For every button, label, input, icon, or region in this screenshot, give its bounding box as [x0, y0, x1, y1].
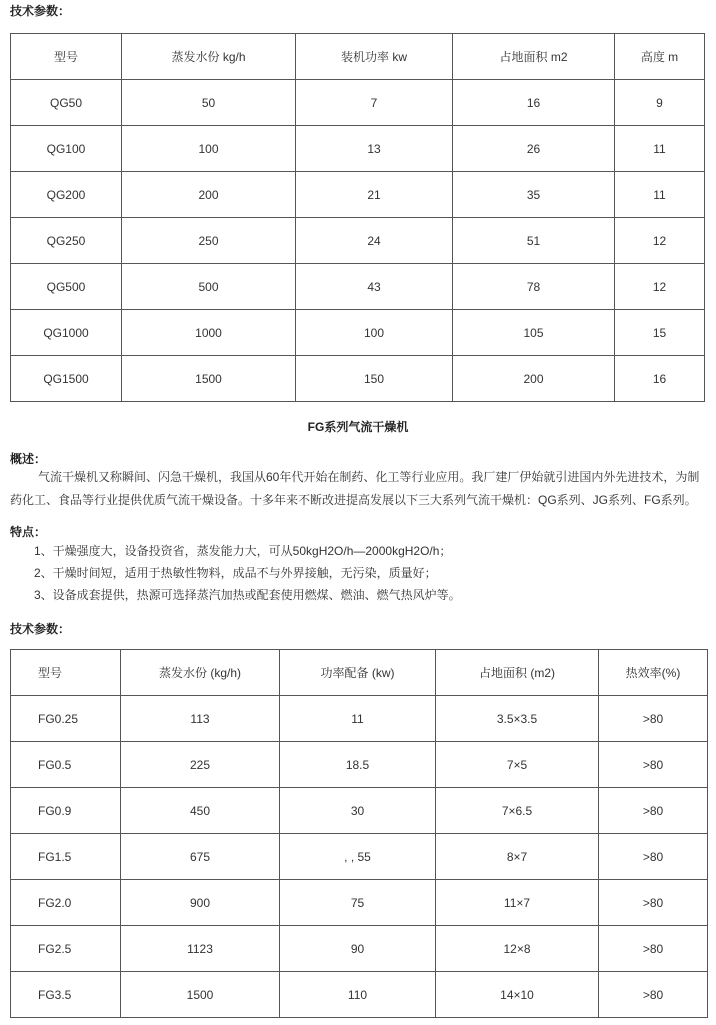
table-header-cell: 占地面积 (m2) [436, 650, 599, 696]
table-cell: FG0.25 [11, 696, 121, 742]
overview-text-line-1: 气流干燥机又称瞬间、闪急干燥机，我国从60年代开始在制药、化工等行业应用。我厂建厂伊始就引进国内外先进技术，为制 [38, 470, 700, 484]
table-row [11, 926, 708, 972]
table-cell: 35 [453, 172, 615, 218]
table-cell: >80 [599, 742, 708, 788]
table-cell: QG1000 [11, 310, 122, 356]
table-row [11, 80, 705, 126]
table-header-cell: 高度 m [615, 34, 705, 80]
table-cell: 90 [280, 926, 436, 972]
table-cell: 50 [122, 80, 296, 126]
table-cell: 11×7 [436, 880, 599, 926]
table-cell: >80 [599, 788, 708, 834]
table-cell: 13 [296, 126, 453, 172]
table-row [11, 788, 708, 834]
table-header-cell: 型号 [11, 34, 122, 80]
table-cell: 450 [121, 788, 280, 834]
table-cell: QG250 [11, 218, 122, 264]
table-cell: FG0.9 [11, 788, 121, 834]
table-cell: 24 [296, 218, 453, 264]
table-cell: 15 [615, 310, 705, 356]
fg-series-title: FG系列气流干燥机 [307, 420, 409, 434]
feature-item-3: 3、设备成套提供，热源可选择蒸汽加热或配套使用燃煤、燃油、燃气热风炉等。 [34, 588, 461, 602]
table-cell: >80 [599, 834, 708, 880]
table-cell: 250 [122, 218, 296, 264]
qg-spec-table [10, 33, 705, 402]
table-cell: 675 [121, 834, 280, 880]
table-header-cell: 蒸发水份 kg/h [122, 34, 296, 80]
table-header-cell: 占地面积 m2 [453, 34, 615, 80]
table-cell: 26 [453, 126, 615, 172]
table-cell: FG1.5 [11, 834, 121, 880]
table-cell: 105 [453, 310, 615, 356]
table-row [11, 834, 708, 880]
table-cell: QG1500 [11, 356, 122, 402]
table-cell: 7 [296, 80, 453, 126]
table-header-row [11, 650, 708, 696]
table-header-cell: 装机功率 kw [296, 34, 453, 80]
table-cell: >80 [599, 880, 708, 926]
table-cell: 78 [453, 264, 615, 310]
table-cell: FG3.5 [11, 972, 121, 1018]
table-cell: 7×6.5 [436, 788, 599, 834]
table-cell: 11 [615, 126, 705, 172]
tech-params-heading-2: 技术参数： [10, 622, 71, 636]
table-cell: 113 [121, 696, 280, 742]
table-row [11, 264, 705, 310]
features-heading: 特点： [10, 525, 47, 539]
table-cell: QG500 [11, 264, 122, 310]
table-cell: 100 [122, 126, 296, 172]
table-cell: 75 [280, 880, 436, 926]
table-row [11, 356, 705, 402]
table-header-cell: 热效率(%) [599, 650, 708, 696]
table-cell: FG0.5 [11, 742, 121, 788]
table-cell: >80 [599, 926, 708, 972]
table-cell: 14×10 [436, 972, 599, 1018]
table-cell: 1500 [122, 356, 296, 402]
table-row [11, 310, 705, 356]
table-row [11, 172, 705, 218]
table-row [11, 742, 708, 788]
table-cell: 100 [296, 310, 453, 356]
feature-item-1: 1、干燥强度大，设备投资省，蒸发能力大，可从50kgH2O/h—2000kgH2O/h； [34, 544, 452, 558]
table-cell: 12 [615, 264, 705, 310]
table-row [11, 972, 708, 1018]
table-cell: 1500 [121, 972, 280, 1018]
table-cell: 150 [296, 356, 453, 402]
table-cell: 16 [615, 356, 705, 402]
table-cell: 7×5 [436, 742, 599, 788]
table-cell: >80 [599, 696, 708, 742]
table-cell: 900 [121, 880, 280, 926]
feature-item-2: 2、干燥时间短，适用于热敏性物料，成品不与外界接触，无污染，质量好； [34, 566, 437, 580]
table-cell: 16 [453, 80, 615, 126]
table-cell: 500 [122, 264, 296, 310]
table-cell: 12 [615, 218, 705, 264]
table-header-cell: 型号 [11, 650, 121, 696]
table-row [11, 126, 705, 172]
table-cell: 11 [280, 696, 436, 742]
table-cell: 110 [280, 972, 436, 1018]
table-cell: 12×8 [436, 926, 599, 972]
table-cell: 51 [453, 218, 615, 264]
table-cell: 200 [122, 172, 296, 218]
fg-spec-table [10, 649, 708, 1018]
table-cell: 9 [615, 80, 705, 126]
table-cell: 18.5 [280, 742, 436, 788]
tech-params-heading-1: 技术参数： [10, 4, 71, 18]
table-cell: FG2.0 [11, 880, 121, 926]
table-cell: 43 [296, 264, 453, 310]
table-cell: QG200 [11, 172, 122, 218]
table-cell: FG2.5 [11, 926, 121, 972]
table-cell: 3.5×3.5 [436, 696, 599, 742]
table-row [11, 880, 708, 926]
overview-heading: 概述： [10, 452, 47, 466]
table-cell: 200 [453, 356, 615, 402]
table-row [11, 696, 708, 742]
table-cell: >80 [599, 972, 708, 1018]
table-cell: QG50 [11, 80, 122, 126]
table-cell: 11 [615, 172, 705, 218]
table-cell: 1123 [121, 926, 280, 972]
table-cell: 225 [121, 742, 280, 788]
table-header-cell: 功率配备 (kw) [280, 650, 436, 696]
table-cell: , , 55 [280, 834, 436, 880]
table-cell: 1000 [122, 310, 296, 356]
table-header-row [11, 34, 705, 80]
table-cell: 8×7 [436, 834, 599, 880]
table-row [11, 218, 705, 264]
overview-text-line-2: 药化工、食品等行业提供优质气流干燥设备。十多年来不断改进提高发展以下三大系列气流干燥机：QG系列、JG系列、FG系列。 [10, 493, 697, 507]
table-cell: 21 [296, 172, 453, 218]
table-cell: QG100 [11, 126, 122, 172]
table-cell: 30 [280, 788, 436, 834]
table-header-cell: 蒸发水份 (kg/h) [121, 650, 280, 696]
